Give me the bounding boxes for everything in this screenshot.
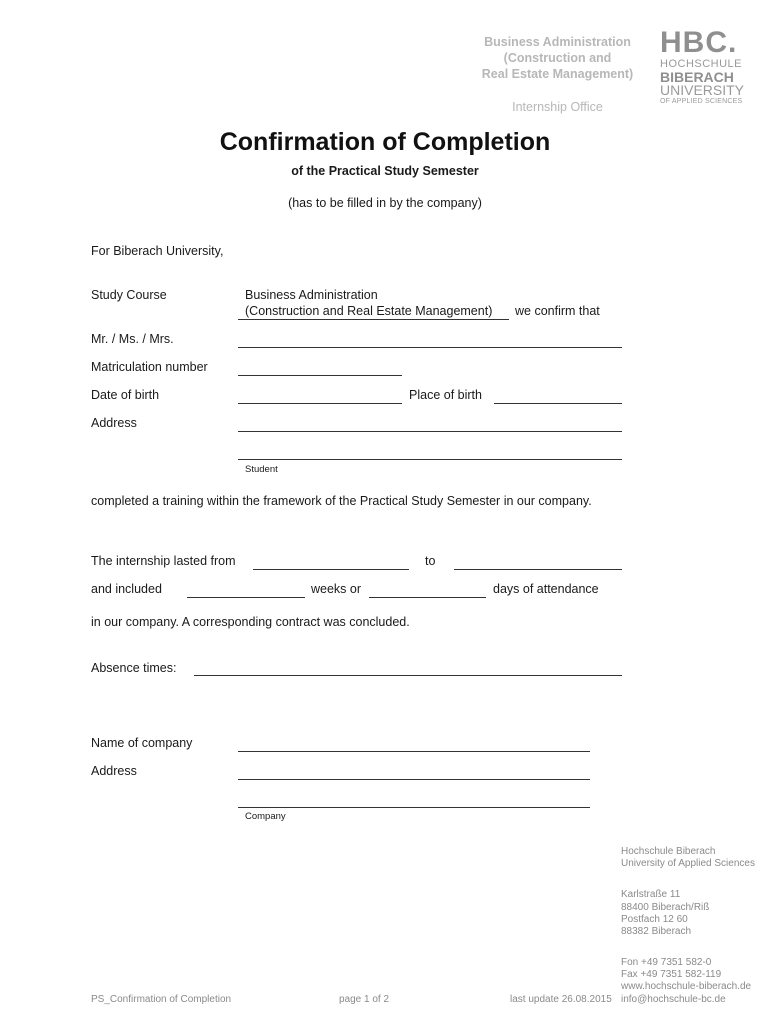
fax-number: Fax +49 7351 582-119 [621, 969, 722, 980]
logo-line-4: OF APPLIED SCIENCES [660, 98, 743, 105]
weeks-field[interactable] [187, 580, 305, 598]
company-address-field-2[interactable] [238, 790, 590, 808]
internship-from-field[interactable] [253, 552, 409, 570]
study-course-value-line-2: (Construction and Real Estate Management) [245, 304, 493, 318]
logo-line-3: UNIVERSITY [660, 82, 745, 98]
completed-training-text: completed a training within the framework of the Practical Study Semester in our company. [91, 494, 592, 508]
we-confirm-text: we confirm that [515, 304, 600, 318]
footer-page-number: page 1 of 2 [339, 994, 390, 1005]
institution-subtitle: University of Applied Sciences [621, 858, 755, 869]
institution-name: Hochschule Biberach [621, 846, 716, 857]
absence-times-field[interactable] [194, 658, 622, 676]
document-title: Confirmation of Completion [219, 128, 551, 156]
weeks-label: weeks or [311, 582, 362, 596]
study-course-value-line-1: Business Administration [245, 288, 378, 302]
company-address-field-1[interactable] [238, 762, 590, 780]
study-course-underline [238, 319, 509, 320]
days-field[interactable] [369, 580, 486, 598]
logo-line-1: HOCHSCHULE [660, 58, 743, 70]
po-box-city: 88382 Biberach [621, 926, 692, 937]
po-box: Postfach 12 60 [621, 914, 688, 925]
phone-number: Fon +49 7351 582-0 [621, 957, 712, 968]
department-heading [460, 34, 655, 82]
department-line-2: (Construction and [503, 51, 612, 65]
absence-times-label: Absence times: [91, 661, 177, 675]
student-address-field-2[interactable] [238, 442, 622, 460]
office-name: Internship Office [512, 100, 603, 114]
greeting: For Biberach University, [91, 244, 224, 258]
department-line-3: Real Estate Management) [481, 67, 634, 81]
department-line-1: Business Administration [484, 35, 631, 49]
internship-to-field[interactable] [454, 552, 622, 570]
study-course-label: Study Course [91, 288, 167, 302]
place-of-birth-field[interactable] [494, 386, 622, 404]
email-link[interactable]: info@hochschule-bc.de [621, 994, 726, 1005]
footer-document-name: PS_Confirmation of Completion [91, 994, 232, 1005]
internship-to-label: to [425, 554, 436, 568]
name-label: Mr. / Ms. / Mrs. [91, 332, 174, 346]
days-label: days of attendance [493, 582, 599, 596]
student-address-label: Address [91, 416, 137, 430]
company-name-label: Name of company [91, 736, 193, 750]
company-caption: Company [245, 811, 286, 822]
matriculation-label: Matriculation number [91, 360, 208, 374]
logo-mark: HBC. [660, 26, 738, 59]
matriculation-number-field[interactable] [238, 358, 402, 376]
footer-last-update: last update 26.08.2015 [510, 994, 612, 1005]
contract-text: in our company. A corresponding contract was concluded. [91, 615, 410, 629]
date-of-birth-label: Date of birth [91, 388, 160, 402]
logo-line-2: BIBERACH [660, 69, 734, 85]
place-of-birth-label: Place of birth [409, 388, 482, 402]
document-subtitle: of the Practical Study Semester [291, 164, 479, 178]
student-caption: Student [245, 464, 278, 475]
company-name-field[interactable] [238, 734, 590, 752]
student-address-field-1[interactable] [238, 414, 622, 432]
internship-from-label: The internship lasted from [91, 554, 236, 568]
company-address-label: Address [91, 764, 137, 778]
fill-in-note: (has to be filled in by the company) [288, 196, 482, 210]
university-logo [660, 28, 750, 106]
and-included-label: and included [91, 582, 162, 596]
website-link[interactable]: www.hochschule-biberach.de [621, 981, 752, 992]
postal-city: 88400 Biberach/Riß [621, 902, 710, 913]
date-of-birth-field[interactable] [238, 386, 402, 404]
street-address: Karlstraße 11 [621, 889, 681, 900]
student-name-field[interactable] [238, 330, 622, 348]
